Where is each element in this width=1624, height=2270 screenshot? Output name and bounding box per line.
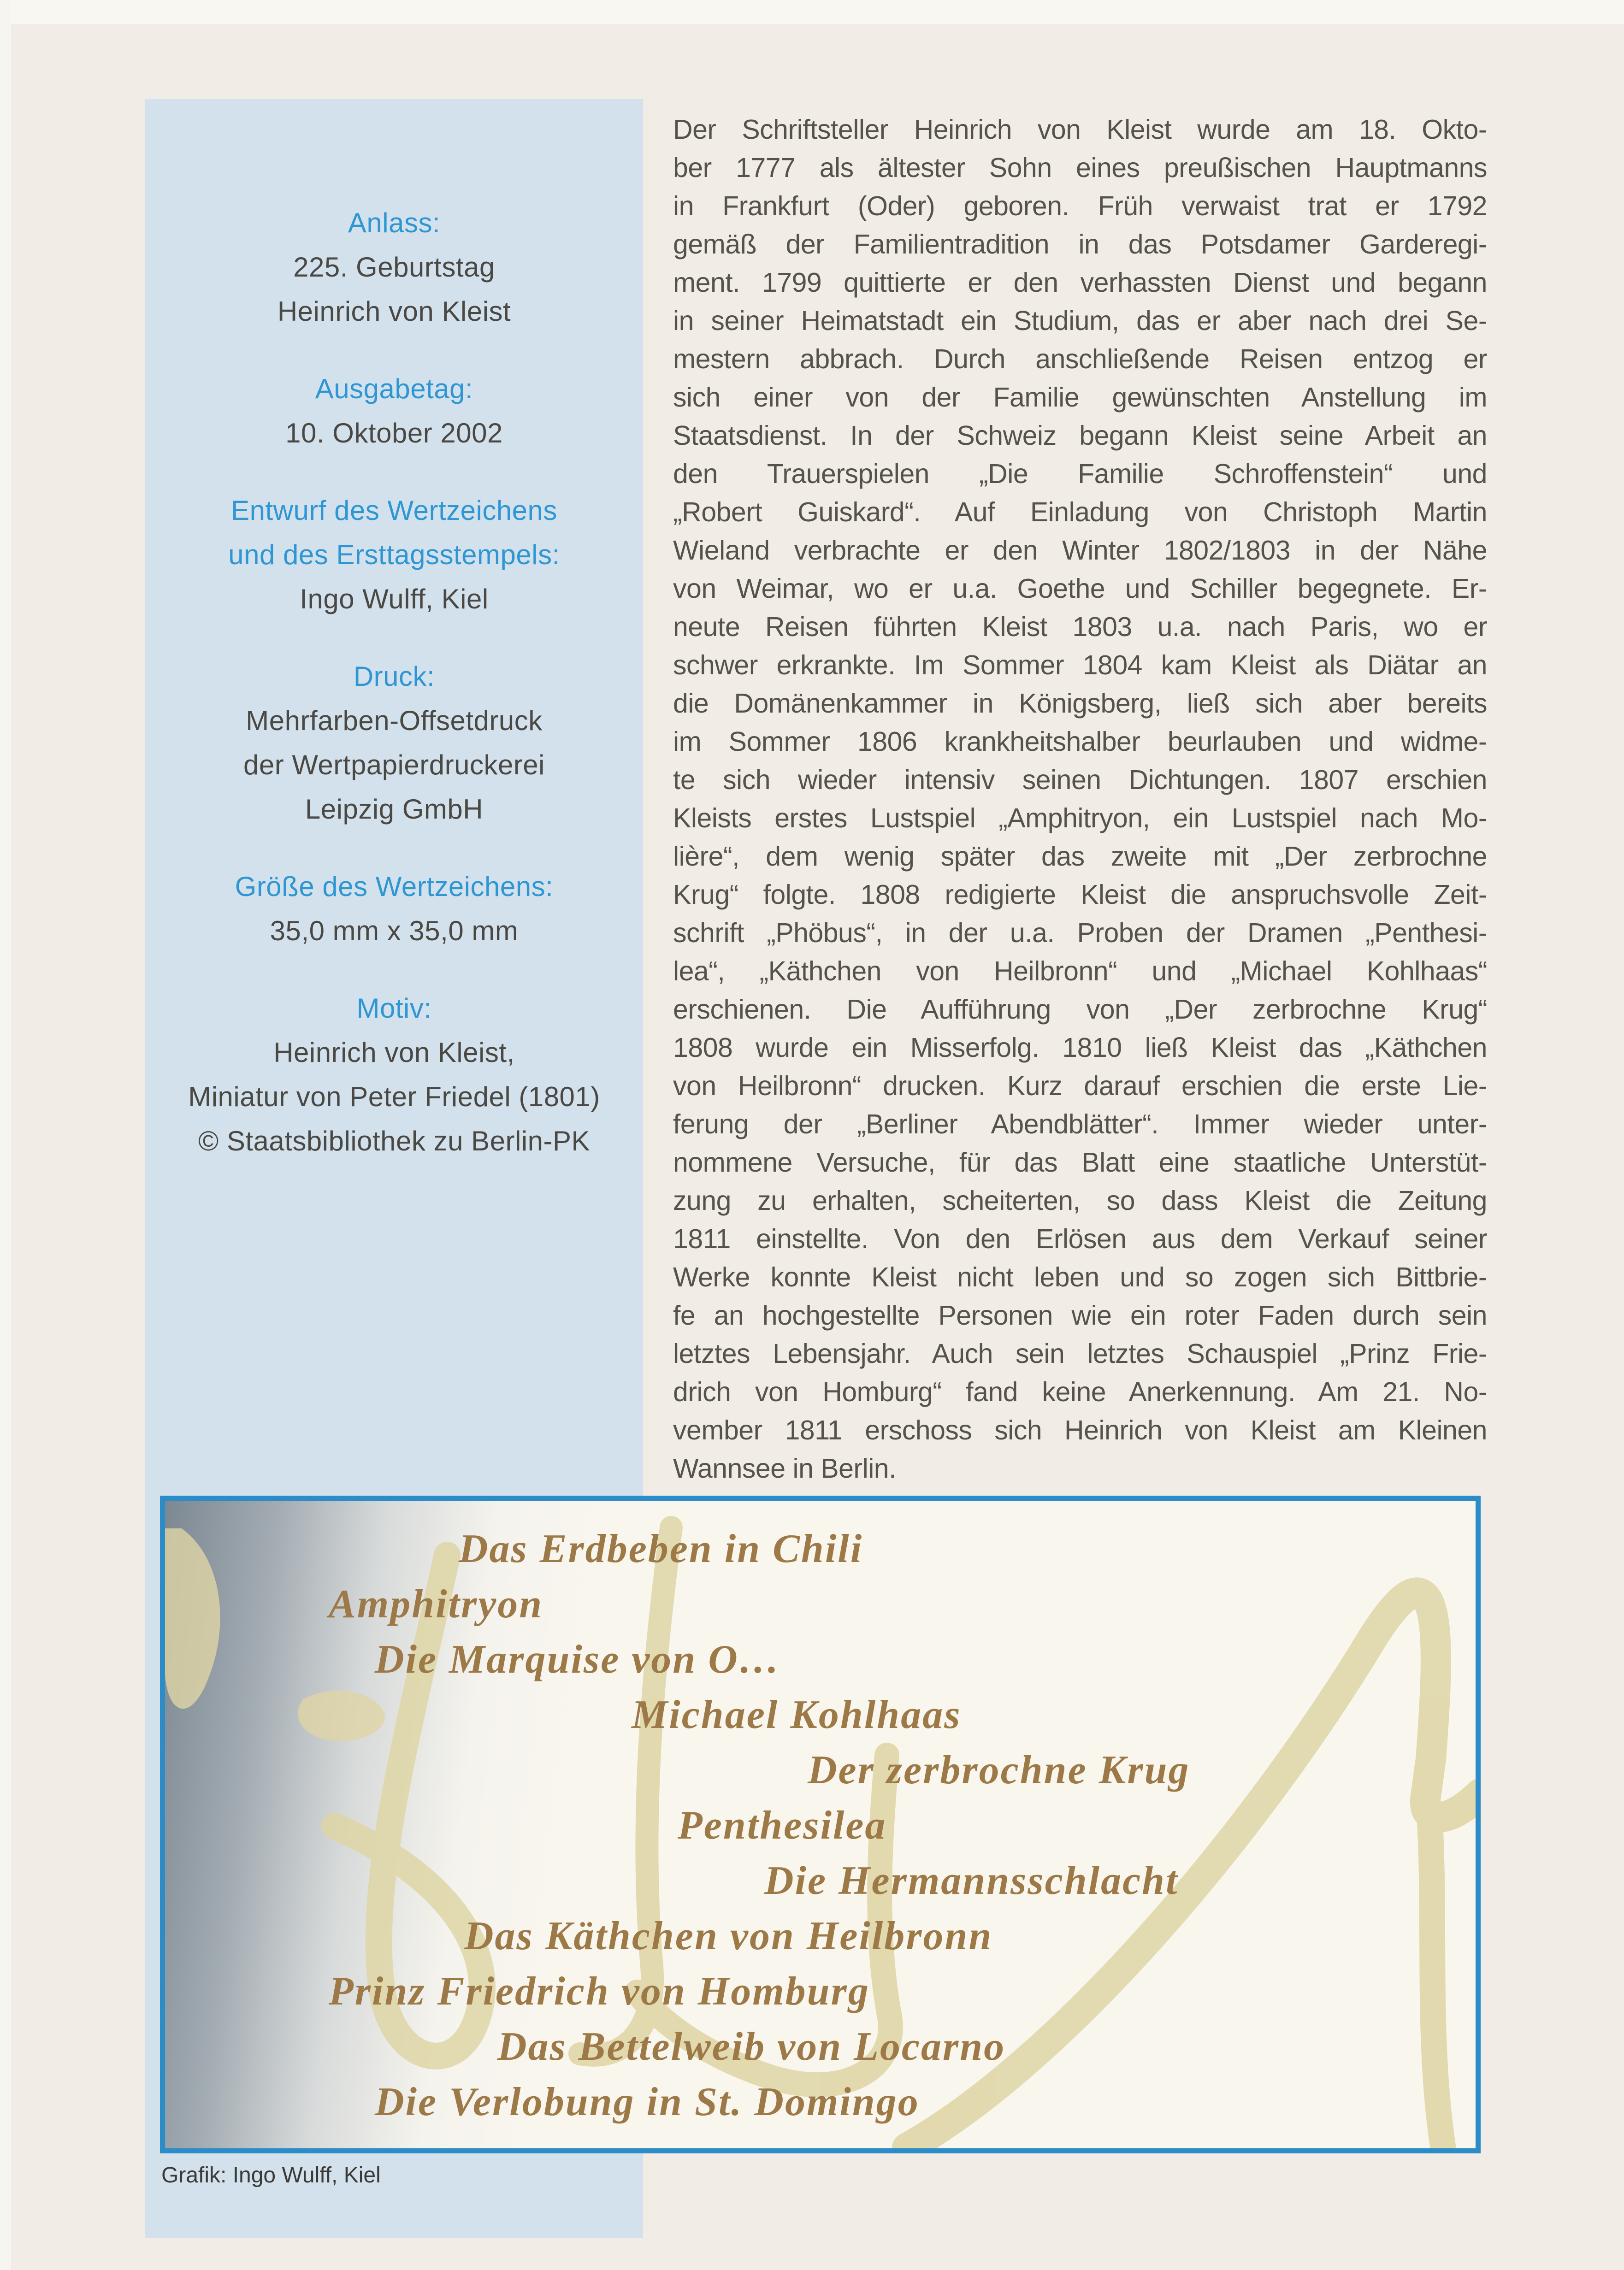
work-title: Die Verlobung in St. Domingo [375, 2080, 920, 2124]
stamp-info-line: Motiv: [356, 993, 432, 1024]
stamp-info-line: und des Ersttagsstempels: [228, 539, 560, 570]
biography-line: Kleists erstes Lustspiel „Amphitryon, ein Lustspiel nach Mo- [673, 803, 1487, 833]
biography-line: im Sommer 1806 krankheitshalber beurlauben und widme- [673, 726, 1487, 757]
biography-line: ber 1777 als ältester Sohn eines preußischen Hauptmanns [673, 153, 1487, 183]
stamp-info-line: Heinrich von Kleist [277, 296, 511, 327]
biography-line: lière“, dem wenig später das zweite mit „Der zerbrochne [673, 841, 1487, 872]
biography-line: erschienen. Die Aufführung von „Der zerbrochne Krug“ [673, 994, 1487, 1025]
work-title: Michael Kohlhaas [632, 1692, 962, 1737]
stamp-info-line: 225. Geburtstag [293, 252, 495, 283]
stamp-info-line: Leipzig GmbH [305, 794, 484, 825]
work-title: Das Erdbeben in Chili [459, 1527, 863, 1571]
stamp-info-line: © Staatsbibliothek zu Berlin-PK [198, 1126, 591, 1156]
biography-line: „Robert Guiskard“. Auf Einladung von Christoph Martin [673, 497, 1487, 527]
work-title: Das Käthchen von Heilbronn [464, 1914, 993, 1958]
work-title: Die Marquise von O… [375, 1637, 781, 1682]
biography-line: ferung der „Berliner Abendblätter“. Immer wieder unter- [673, 1109, 1487, 1139]
stamp-info-line: Druck: [353, 661, 435, 692]
biography-line: Werke konnte Kleist nicht leben und so zogen sich Bittbrie- [673, 1262, 1487, 1292]
work-title: Penthesilea [678, 1803, 887, 1848]
stamp-info-line: Miniatur von Peter Friedel (1801) [188, 1081, 600, 1112]
biography-line: lea“, „Käthchen von Heilbronn“ und „Michael Kohlhaas“ [673, 956, 1487, 986]
work-title: Prinz Friedrich von Homburg [329, 1969, 870, 2014]
works-box-inner [165, 1501, 1476, 2148]
biography-line: den Trauerspielen „Die Familie Schroffenstein“ und [673, 459, 1487, 489]
work-title: Amphitryon [329, 1582, 543, 1627]
biography-line: in seiner Heimatstadt ein Studium, das er aber nach drei Se- [673, 306, 1487, 336]
credit-caption: Grafik: Ingo Wulff, Kiel [161, 2163, 381, 2187]
biography-line: Wannsee in Berlin. [673, 1453, 897, 1484]
biography-line: drich von Homburg“ fand keine Anerkennung. Am 21. No- [673, 1377, 1487, 1407]
biography-line: 1811 einstellte. Von den Erlösen aus dem Verkauf seiner [673, 1224, 1487, 1254]
biography-line: in Frankfurt (Oder) geboren. Früh verwaist trat er 1792 [673, 191, 1487, 221]
biography-line: neute Reisen führten Kleist 1803 u.a. nach Paris, wo er [673, 612, 1487, 642]
biography-line: ment. 1799 quittierte er den verhassten Dienst und begann [673, 267, 1487, 298]
biography-line: schrift „Phöbus“, in der u.a. Proben der Dramen „Penthesi- [673, 918, 1487, 948]
biography-text [673, 111, 1487, 1488]
biography-line: te sich wieder intensiv seinen Dichtungen. 1807 erschien [673, 765, 1487, 795]
biography-line: von Heilbronn“ drucken. Kurz darauf erschien die erste Lie- [673, 1071, 1487, 1101]
biography-line: Der Schriftsteller Heinrich von Kleist wurde am 18. Okto- [673, 114, 1487, 145]
biography-line: sich einer von der Familie gewünschten Anstellung im [673, 382, 1487, 413]
biography-line: zung zu erhalten, scheiterten, so dass Kleist die Zeitung [673, 1185, 1487, 1216]
biography-line: Wieland verbrachte er den Winter 1802/1803 in der Nähe [673, 535, 1487, 566]
stamp-info-line: Entwurf des Wertzeichens [231, 495, 557, 526]
work-title: Das Bettelweib von Locarno [497, 2024, 1006, 2069]
stamp-info-line: Heinrich von Kleist, [273, 1037, 515, 1068]
biography-line: Staatsdienst. In der Schweiz begann Kleist seine Arbeit an [673, 420, 1487, 451]
biography-line: schwer erkrankte. Im Sommer 1804 kam Kleist als Diätar an [673, 650, 1487, 680]
works-title-list [165, 1526, 1476, 2148]
stamp-info-line: der Wertpapierdruckerei [243, 749, 545, 780]
stamp-info-line: 10. Oktober 2002 [285, 418, 503, 448]
work-title: Der zerbrochne Krug [808, 1748, 1190, 1792]
stamp-info-list [145, 201, 643, 1163]
stamp-info-line: 35,0 mm x 35,0 mm [270, 915, 519, 946]
biography-line: mestern abbrach. Durch anschließende Reisen entzog er [673, 344, 1487, 374]
scan-edge-top [0, 0, 1624, 24]
work-title: Die Hermannsschlacht [764, 1858, 1179, 1903]
biography-line: Krug“ folgte. 1808 redigierte Kleist die anspruchsvolle Zeit- [673, 879, 1487, 910]
biography-line: gemäß der Familientradition in das Potsdamer Garderegi- [673, 229, 1487, 259]
stamp-info-line: Mehrfarben-Offsetdruck [246, 705, 543, 736]
scan-edge-left [0, 0, 11, 2270]
biography-line: fe an hochgestellte Personen wie ein roter Faden durch sein [673, 1300, 1487, 1331]
biography-line: 1808 wurde ein Misserfolg. 1810 ließ Kleist das „Käthchen [673, 1032, 1487, 1063]
stamp-info-line: Ausgabetag: [315, 373, 473, 404]
biography-line: nommene Versuche, für das Blatt eine staatliche Unterstüt- [673, 1147, 1487, 1178]
works-box [160, 1496, 1481, 2153]
biography-line: vember 1811 erschoss sich Heinrich von Kleist am Kleinen [673, 1415, 1487, 1445]
biography-line: von Weimar, wo er u.a. Goethe und Schiller begegnete. Er- [673, 573, 1487, 604]
stamp-info-line: Anlass: [348, 207, 441, 238]
stamp-info-line: Größe des Wertzeichens: [235, 871, 554, 902]
biography-line: letztes Lebensjahr. Auch sein letztes Schauspiel „Prinz Frie- [673, 1338, 1487, 1369]
biography-line: die Domänenkammer in Königsberg, ließ sich aber bereits [673, 688, 1487, 719]
stamp-info-line: Ingo Wulff, Kiel [300, 584, 489, 614]
